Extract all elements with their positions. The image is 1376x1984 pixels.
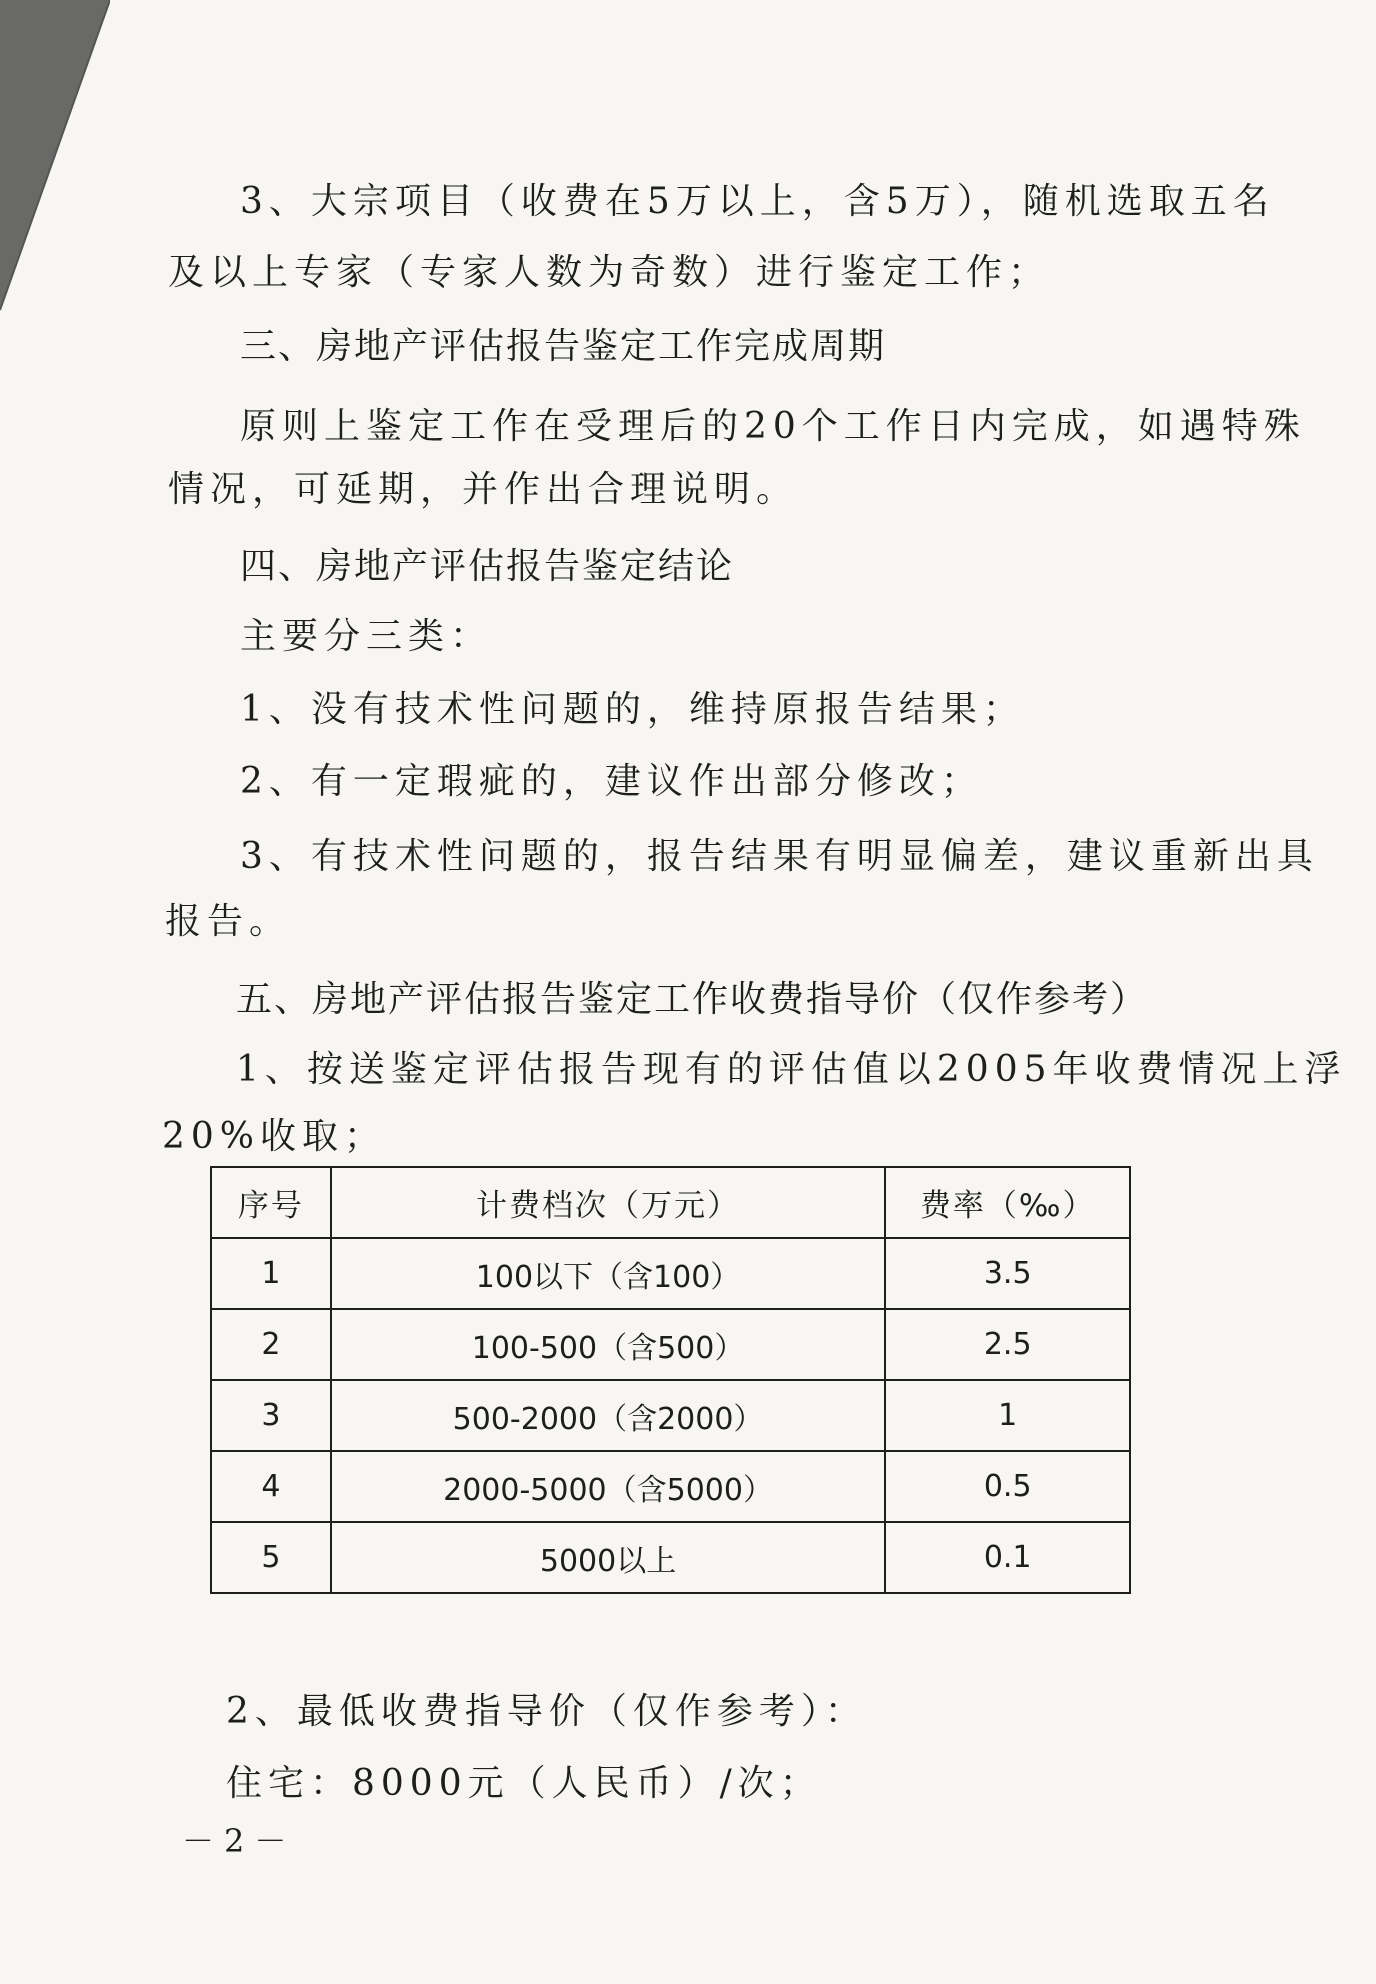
- section-heading-4: 四、房地产评估报告鉴定结论: [240, 546, 735, 587]
- fee-rate-table: [210, 1166, 1131, 1594]
- cell-serial: 5: [211, 1522, 331, 1593]
- paragraph-line: 1、没有技术性问题的，维持原报告结果；: [240, 689, 1025, 730]
- cell-serial: 1: [211, 1238, 331, 1309]
- table-header-row: [211, 1167, 1130, 1238]
- table-row: [211, 1309, 1130, 1380]
- cell-fee-rate: 0.1: [885, 1522, 1130, 1593]
- header-fee-tier: 计费档次（万元）: [331, 1167, 886, 1238]
- table-row: [211, 1522, 1130, 1593]
- paragraph-line: 原则上鉴定工作在受理后的20个工作日内完成，如遇特殊: [240, 406, 1306, 447]
- table-row: [211, 1238, 1130, 1309]
- page-number: －2－: [182, 1822, 297, 1860]
- paragraph-line: 1、按送鉴定评估报告现有的评估值以2005年收费情况上浮: [236, 1049, 1347, 1090]
- cell-serial: 2: [211, 1309, 331, 1380]
- table-row: [211, 1380, 1130, 1451]
- paragraph-line: 3、大宗项目（收费在5万以上，含5万），随机选取五名: [240, 181, 1275, 222]
- cell-fee-tier: 5000以上: [331, 1522, 886, 1593]
- paragraph-line: 住宅：8000元（人民币）/次；: [226, 1763, 822, 1804]
- paragraph-line: 及以上专家（专家人数为奇数）进行鉴定工作；: [168, 252, 1051, 293]
- header-fee-rate: 费率（‰）: [885, 1167, 1130, 1238]
- page-edge-shadow: [0, 0, 110, 1984]
- cell-serial: 4: [211, 1451, 331, 1522]
- cell-fee-rate: 1: [885, 1380, 1130, 1451]
- paragraph-line: 20%收取；: [162, 1116, 387, 1157]
- paragraph-line: 情况，可延期，并作出合理说明。: [168, 469, 799, 510]
- paragraph-line: 2、有一定瑕疵的，建议作出部分修改；: [240, 761, 983, 802]
- cell-fee-rate: 2.5: [885, 1309, 1130, 1380]
- cell-fee-tier: 2000-5000（含5000）: [331, 1451, 886, 1522]
- cell-fee-rate: 3.5: [885, 1238, 1130, 1309]
- header-serial: 序号: [211, 1167, 331, 1238]
- section-heading-5: 五、房地产评估报告鉴定工作收费指导价（仅作参考）: [236, 979, 1149, 1020]
- cell-fee-rate: 0.5: [885, 1451, 1130, 1522]
- cell-fee-tier: 100-500（含500）: [331, 1309, 886, 1380]
- table-row: [211, 1451, 1130, 1522]
- cell-fee-tier: 500-2000（含2000）: [331, 1380, 886, 1451]
- cell-serial: 3: [211, 1380, 331, 1451]
- paragraph-line: 主要分三类：: [240, 616, 493, 657]
- paragraph-line: 报告。: [165, 901, 292, 942]
- paragraph-line: 3、有技术性问题的，报告结果有明显偏差，建议重新出具: [240, 836, 1319, 877]
- paragraph-line: 2、最低收费指导价（仅作参考）：: [226, 1691, 867, 1732]
- section-heading-3: 三、房地产评估报告鉴定工作完成周期: [240, 326, 887, 367]
- cell-fee-tier: 100以下（含100）: [331, 1238, 886, 1309]
